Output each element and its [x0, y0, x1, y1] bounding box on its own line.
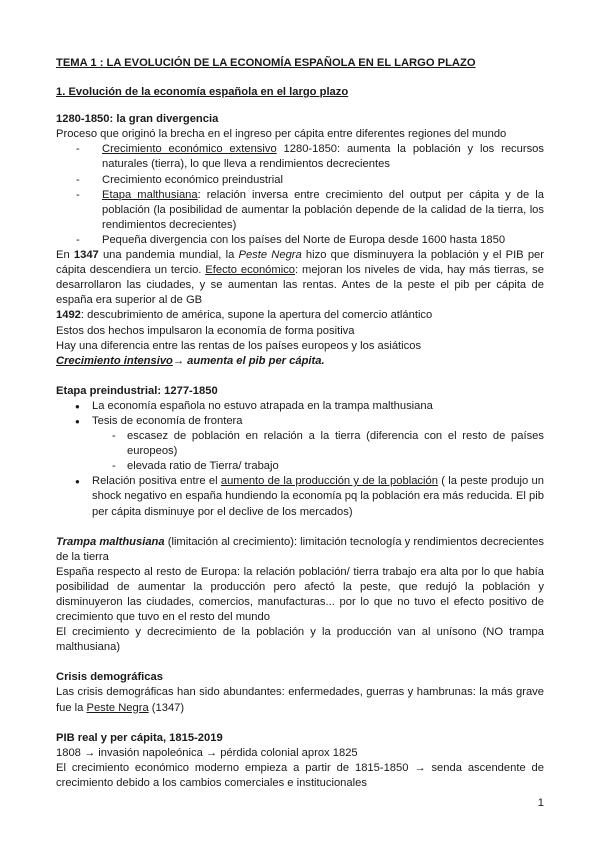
paragraph-intro: Proceso que originó la brecha en el ingreso per cápita entre diferentes regiones del mundo: [56, 128, 507, 141]
list-item: [56, 173, 544, 188]
paragraph-unisono: El crecimiento y decrecimiento de la población y la producción van al unísono (NO trampa malthusiana): [56, 626, 544, 654]
bullet-list-2: [56, 474, 544, 519]
term-aumento: aumento de la producción y de la población: [220, 475, 438, 488]
subheading-preindustrial: Etapa preindustrial: 1277-1850: [56, 384, 218, 397]
subheading-crisis: Crisis demográficas: [56, 671, 163, 684]
list-item: [56, 459, 544, 474]
sub-list: [56, 429, 544, 474]
bullet-list: [56, 399, 544, 429]
list-item-text: 1280-1850: aumenta la población y los recursos naturales (tierra), lo que lleva a rendimientos decrecientes: [102, 143, 544, 171]
list-item: [56, 142, 544, 172]
text-run: ( la peste produjo un shock negativo en españa hundiendo la economía pq la población era más reducida. El pib per cápita disminuye por el declive de los mercados): [92, 475, 544, 518]
page-number: 1: [537, 797, 544, 809]
year-1492: 1492: [56, 309, 81, 322]
document-page: [56, 56, 544, 791]
text-run: : descubrimiento de américa, supone la apertura del comercio atlántico: [80, 309, 433, 322]
paragraph-1492: [56, 308, 544, 323]
list-item-text: escasez de población en relación a la tierra (diferencia con el resto de países europeos): [127, 430, 544, 458]
term-malthusiana: Etapa malthusiana: [102, 188, 198, 201]
paragraph-peste: [56, 248, 544, 308]
list-item: [56, 429, 544, 459]
dash-list-1: [56, 142, 544, 248]
term-peste-negra-2: Peste Negra: [86, 701, 149, 714]
term-extensivo: Crecimiento económico extensivo: [102, 143, 277, 156]
term-peste-negra: Peste Negra: [238, 249, 302, 262]
list-item: [56, 233, 544, 248]
list-item-text: elevada ratio de Tierra/ trabajo: [127, 460, 279, 473]
paragraph-moderno: El crecimiento económico moderno empieza a partir de 1815-1850 → senda ascendente de crecimiento debido a los cambios comerciales e institucionales: [56, 761, 544, 789]
list-item: [56, 188, 544, 233]
list-item-text: Pequeña divergencia con los países del Norte de Europa desde 1600 hasta 1850: [102, 233, 506, 246]
document-title: TEMA 1 : LA EVOLUCIÓN DE LA ECONOMÍA ESPAÑOLA EN EL LARGO PLAZO: [56, 57, 476, 69]
list-item-text: Crecimiento económico preindustrial: [102, 173, 283, 186]
paragraph-intensivo: [56, 354, 544, 369]
subheading-gran-divergencia: 1280-1850: la gran divergencia: [56, 113, 219, 126]
text-run: Relación positiva entre el: [92, 475, 221, 488]
year-1347: 1347: [73, 249, 99, 262]
term-efecto-economico: Efecto económico: [205, 264, 296, 277]
list-item-text: La economía española no estuvo atrapada en la trampa malthusiana: [92, 399, 433, 412]
paragraph-espana: España respecto al resto de Europa: la relación población/ tierra trabajo era alta por lo que había posibilidad de aumentar la producción pero afectó la peste, que redujó la población y disminuyeron las ciudades, comercios, manufacturas... por lo que no tuvo el efecto positivo de crecimiento que tuvo en el resto del mundo: [56, 565, 544, 624]
term-intensivo: Crecimiento intensivo: [56, 354, 173, 367]
text-run: hizo que disminuyera la población y el PIB per cápita descendiera un tercio.: [56, 249, 545, 277]
paragraph-crisis: [56, 685, 544, 715]
text-run: (1347): [148, 701, 185, 714]
text-run: → aumenta el pib per cápita.: [172, 354, 325, 367]
paragraph-diferencia: Hay una diferencia entre las rentas de los países europeos y los asiáticos: [56, 339, 422, 352]
paragraph-trampa: [56, 535, 544, 565]
term-trampa: Trampa malthusiana: [56, 535, 165, 548]
text-run: Las crisis demográficas han sido abundantes: enfermedades, guerras y hambrunas: la más grave fue la: [56, 686, 544, 714]
list-item: [56, 474, 544, 519]
paragraph-1808: 1808 → invasión napoleónica → pérdida colonial aprox 1825: [56, 746, 358, 759]
text-run: : mejoran los niveles de vida, hay más tierras, se desarrollaron las ciudades, y se aumentan las rentas. Antes de la peste el pib per cápita de españa era superior al de GB: [56, 264, 544, 307]
list-item: [56, 399, 544, 414]
section-heading-1: 1. Evolución de la economía española en el largo plazo: [56, 86, 349, 99]
list-item-text: Tesis de economía de frontera: [92, 414, 243, 427]
text-run: una pandemia mundial, la: [98, 249, 239, 262]
list-item: [56, 414, 544, 429]
paragraph-hechos: Estos dos hechos impulsaron la economía de forma positiva: [56, 324, 355, 337]
subheading-pib: PIB real y per cápita, 1815-2019: [56, 731, 223, 744]
list-item-text: : relación inversa entre crecimiento del output per cápita y de la población (la posibilidad de aumentar la población depende de la calidad de la tierra, los rendimientos decrecientes): [102, 188, 544, 231]
text-run: (limitación al crecimiento): limitación tecnología y rendimientos decrecientes de la tierra: [56, 535, 544, 563]
text-run: En: [56, 249, 74, 262]
